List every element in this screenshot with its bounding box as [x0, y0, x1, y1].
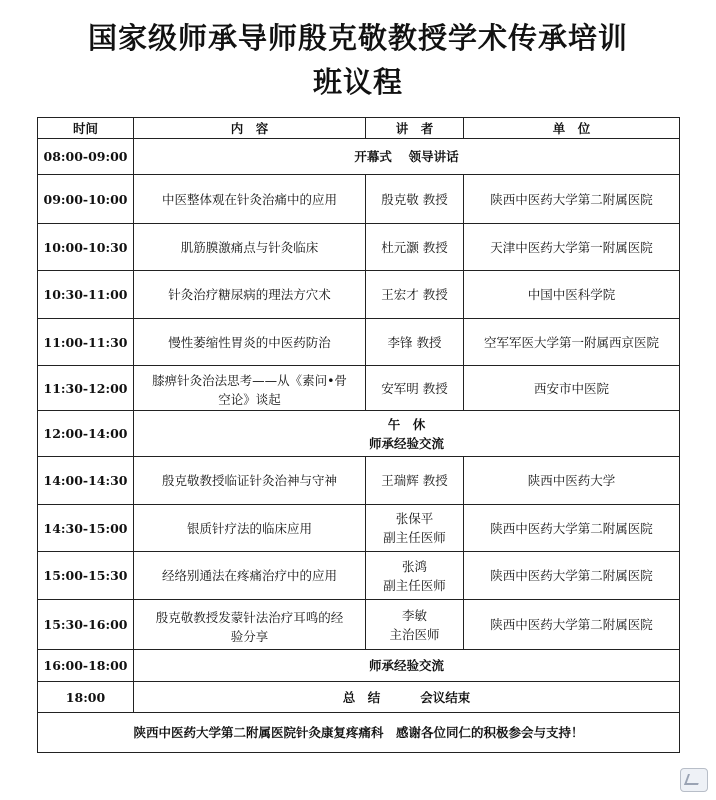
table-row — [38, 366, 680, 411]
row-content — [134, 411, 680, 457]
header-lecturer: 讲 者 — [366, 118, 464, 139]
lecturer-title: 主治医师 — [389, 626, 440, 642]
table-row — [38, 650, 680, 682]
row-content: 开幕式 领导讲话 — [134, 139, 680, 175]
closing-label: 会议结束 — [420, 689, 471, 705]
row-lecturer: 王宏才 教授 — [366, 271, 464, 319]
row-unit: 陕西中医药大学 — [464, 457, 680, 505]
row-time: 10:30-11:00 — [38, 271, 134, 319]
table-row — [38, 139, 680, 175]
row-content-line-1: 殷克敬教授发蒙针法治疗耳鸣的经 — [155, 609, 344, 625]
row-lecturer: 王瑞辉 教授 — [366, 457, 464, 505]
table-row — [38, 600, 680, 650]
footer-row — [38, 713, 680, 753]
row-time: 08:00-09:00 — [38, 139, 134, 175]
row-unit: 陕西中医药大学第二附属医院 — [464, 600, 680, 650]
row-time: 09:00-10:00 — [38, 175, 134, 224]
row-content — [134, 600, 366, 650]
table-row — [38, 411, 680, 457]
table-header-row — [38, 118, 680, 139]
row-content-line-1: 午 休 — [387, 416, 426, 432]
footer-note: 陕西中医药大学第二附属医院针灸康复疼痛科 感谢各位同仁的积极参会与支持！ — [38, 713, 680, 753]
table-row — [38, 271, 680, 319]
row-time: 12:00-14:00 — [38, 411, 134, 457]
row-time: 10:00-10:30 — [38, 224, 134, 271]
row-time: 14:30-15:00 — [38, 505, 134, 552]
watermark-icon — [680, 768, 708, 792]
table-row — [38, 175, 680, 224]
header-content: 内 容 — [134, 118, 366, 139]
row-content-line-1: 膝痹针灸治法思考——从《素问•骨 — [152, 373, 347, 388]
header-time: 时间 — [38, 118, 134, 139]
summary-label: 总 结 — [342, 689, 381, 705]
row-time: 18:00 — [38, 682, 134, 713]
lecturer-name: 张鸿 — [401, 558, 427, 574]
table-row — [38, 224, 680, 271]
title-line-2: 班议程 — [312, 65, 403, 99]
row-unit: 陕西中医药大学第二附属医院 — [464, 175, 680, 224]
table-row — [38, 682, 680, 713]
row-time: 11:00-11:30 — [38, 319, 134, 366]
row-unit: 陕西中医药大学第二附属医院 — [464, 552, 680, 600]
row-lecturer: 安军明 教授 — [366, 366, 464, 411]
row-time: 14:00-14:30 — [38, 457, 134, 505]
row-content: 肌筋膜激痛点与针灸临床 — [134, 224, 366, 271]
table-row — [38, 319, 680, 366]
row-unit: 空军军医大学第一附属西京医院 — [464, 319, 680, 366]
row-time: 15:30-16:00 — [38, 600, 134, 650]
title-line-1: 国家级师承导师殷克敬教授学术传承培训 — [87, 21, 628, 55]
lecturer-title: 副主任医师 — [383, 530, 446, 545]
row-content-line-2: 师承经验交流 — [368, 435, 444, 451]
lecturer-name: 张保平 — [395, 511, 434, 526]
row-unit: 陕西中医药大学第二附属医院 — [464, 505, 680, 552]
row-lecturer — [366, 600, 464, 650]
row-unit: 西安市中医院 — [464, 366, 680, 411]
lecturer-title: 副主任医师 — [383, 577, 446, 593]
table-row — [38, 552, 680, 600]
row-time: 16:00-18:00 — [38, 650, 134, 682]
row-content: 慢性萎缩性胃炎的中医药防治 — [134, 319, 366, 366]
row-lecturer: 杜元灏 教授 — [366, 224, 464, 271]
row-lecturer — [366, 552, 464, 600]
row-time: 11:30-12:00 — [38, 366, 134, 411]
row-content: 针灸治疗糖尿病的理法方穴术 — [134, 271, 366, 319]
row-content-line-2: 空论》谈起 — [218, 392, 281, 407]
row-content — [134, 366, 366, 411]
row-unit: 中国中医科学院 — [464, 271, 680, 319]
table-row — [38, 505, 680, 552]
lecturer-name: 李敏 — [401, 607, 427, 623]
schedule-table — [37, 117, 680, 753]
row-lecturer: 殷克敬 教授 — [366, 175, 464, 224]
row-time: 15:00-15:30 — [38, 552, 134, 600]
table-row — [38, 457, 680, 505]
row-lecturer — [366, 505, 464, 552]
row-content-line-2: 验分享 — [230, 628, 269, 644]
row-lecturer: 李锋 教授 — [366, 319, 464, 366]
row-content — [134, 682, 680, 713]
row-unit: 天津中医药大学第一附属医院 — [464, 224, 680, 271]
row-content: 经络别通法在疼痛治疗中的应用 — [134, 552, 366, 600]
row-content: 师承经验交流 — [134, 650, 680, 682]
header-unit: 单 位 — [464, 118, 680, 139]
row-content: 中医整体观在针灸治痛中的应用 — [134, 175, 366, 224]
row-content: 殷克敬教授临证针灸治神与守神 — [134, 457, 366, 505]
row-content: 银质针疗法的临床应用 — [134, 505, 366, 552]
